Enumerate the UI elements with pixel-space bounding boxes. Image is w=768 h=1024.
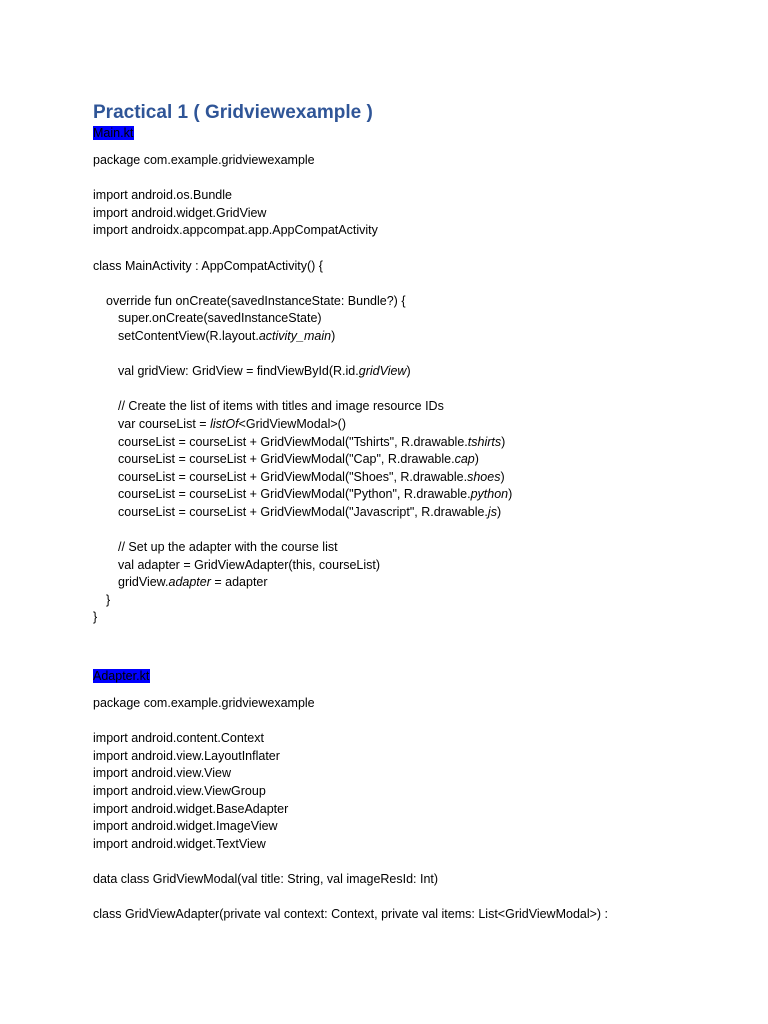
code-token: class GridViewAdapter(private val context: Context, private val items: List<GridViewModal>) : bbox=[93, 907, 609, 922]
code-line bbox=[93, 310, 753, 328]
code-line bbox=[93, 730, 753, 748]
blank-line bbox=[93, 240, 753, 258]
code-line bbox=[93, 765, 753, 783]
spacer bbox=[93, 143, 753, 152]
code-line bbox=[93, 574, 753, 592]
code-line bbox=[93, 205, 753, 223]
file-label-row bbox=[93, 668, 753, 686]
code-token: override fun onCreate(savedInstanceState: Bundle?) { bbox=[106, 293, 406, 308]
file-label-row bbox=[93, 125, 753, 143]
code-token: ) bbox=[501, 434, 506, 449]
code-token: import android.widget.BaseAdapter bbox=[93, 801, 289, 816]
code-line bbox=[93, 434, 753, 452]
code-token: ) bbox=[474, 452, 479, 467]
code-line bbox=[93, 592, 753, 610]
code-token: import android.widget.ImageView bbox=[93, 819, 278, 834]
code-token: courseList = courseList + GridViewModal("Javascript", R.drawable. bbox=[118, 504, 488, 519]
code-line bbox=[93, 486, 753, 504]
code-token: import android.view.ViewGroup bbox=[93, 783, 266, 798]
code-token: gridView. bbox=[118, 575, 169, 590]
blank-line bbox=[93, 889, 753, 907]
code-line bbox=[93, 695, 753, 713]
code-block-adapter bbox=[93, 695, 753, 924]
code-italic-token: activity_main bbox=[258, 328, 332, 343]
code-italic-token: python bbox=[470, 487, 509, 502]
file-label-adapter: Adapter.kt bbox=[93, 669, 150, 683]
code-italic-token: js bbox=[487, 504, 497, 519]
code-line bbox=[93, 871, 753, 889]
code-token: import android.view.LayoutInflater bbox=[93, 748, 280, 763]
code-line bbox=[93, 328, 753, 346]
code-token: var courseList = bbox=[118, 416, 211, 431]
blank-line bbox=[93, 853, 753, 871]
code-token: super.onCreate(savedInstanceState) bbox=[118, 311, 322, 326]
code-line bbox=[93, 818, 753, 836]
code-token: courseList = courseList + GridViewModal("Python", R.drawable. bbox=[118, 487, 471, 502]
blank-line bbox=[93, 381, 753, 399]
blank-line bbox=[93, 521, 753, 539]
blank-line bbox=[93, 275, 753, 293]
code-token: } bbox=[106, 592, 111, 607]
code-token: ) bbox=[500, 469, 505, 484]
section-adapter bbox=[93, 668, 753, 924]
section-main bbox=[93, 101, 753, 627]
code-line bbox=[93, 398, 753, 416]
code-line bbox=[93, 469, 753, 487]
code-token: courseList = courseList + GridViewModal("Cap", R.drawable. bbox=[118, 452, 455, 467]
code-line bbox=[93, 258, 753, 276]
code-line bbox=[93, 152, 753, 170]
code-token: } bbox=[93, 610, 98, 625]
code-line bbox=[93, 801, 753, 819]
code-line bbox=[93, 222, 753, 240]
code-token: import android.view.View bbox=[93, 766, 232, 781]
code-line bbox=[93, 609, 753, 627]
code-token: // Create the list of items with titles and image resource IDs bbox=[118, 399, 444, 414]
code-line bbox=[93, 748, 753, 766]
code-token: data class GridViewModal(val title: String, val imageResId: Int) bbox=[93, 871, 439, 886]
code-line bbox=[93, 416, 753, 434]
code-line bbox=[93, 363, 753, 381]
code-line bbox=[93, 836, 753, 854]
code-italic-token: adapter bbox=[168, 575, 211, 590]
code-token: import android.widget.TextView bbox=[93, 836, 266, 851]
code-line bbox=[93, 504, 753, 522]
code-italic-token: gridView bbox=[358, 364, 407, 379]
code-line bbox=[93, 906, 753, 924]
code-token: import android.os.Bundle bbox=[93, 188, 232, 203]
code-line bbox=[93, 451, 753, 469]
code-line bbox=[93, 557, 753, 575]
code-token: import android.widget.GridView bbox=[93, 205, 267, 220]
code-token: courseList = courseList + GridViewModal("Shoes", R.drawable. bbox=[118, 469, 468, 484]
code-token: package com.example.gridviewexample bbox=[93, 696, 315, 710]
code-italic-token: listOf bbox=[210, 416, 239, 431]
code-italic-token: tshirts bbox=[467, 434, 502, 449]
code-token: ) bbox=[496, 504, 502, 519]
file-label-main: Main.kt bbox=[93, 126, 134, 140]
code-token: import androidx.appcompat.app.AppCompatActivity bbox=[93, 223, 378, 238]
code-line bbox=[93, 293, 753, 311]
blank-line bbox=[93, 346, 753, 364]
code-token: // Set up the adapter with the course list bbox=[118, 540, 338, 555]
code-token: package com.example.gridviewexample bbox=[93, 153, 315, 167]
document-title: Practical 1 ( Gridviewexample ) bbox=[93, 102, 373, 123]
code-token: ) bbox=[406, 364, 411, 379]
spacer bbox=[93, 686, 753, 695]
blank-line bbox=[93, 170, 753, 188]
code-token: import android.content.Context bbox=[93, 731, 264, 746]
blank-line bbox=[93, 713, 753, 731]
code-block-main bbox=[93, 152, 753, 627]
code-italic-token: cap bbox=[454, 452, 475, 467]
code-token: courseList = courseList + GridViewModal("Tshirts", R.drawable. bbox=[118, 434, 468, 449]
code-token: val gridView: GridView = findViewById(R.id. bbox=[118, 364, 359, 379]
code-italic-token: shoes bbox=[467, 469, 501, 484]
code-line bbox=[93, 783, 753, 801]
code-line bbox=[93, 187, 753, 205]
code-token: = adapter bbox=[210, 575, 268, 590]
code-token: val adapter = GridViewAdapter(this, courseList) bbox=[118, 557, 381, 572]
code-token: ) bbox=[331, 328, 336, 343]
code-token: setContentView(R.layout. bbox=[118, 328, 259, 343]
code-line bbox=[93, 539, 753, 557]
code-token: class MainActivity : AppCompatActivity() { bbox=[93, 258, 323, 273]
code-token: <GridViewModal>() bbox=[238, 416, 346, 431]
code-token: ) bbox=[508, 487, 513, 502]
